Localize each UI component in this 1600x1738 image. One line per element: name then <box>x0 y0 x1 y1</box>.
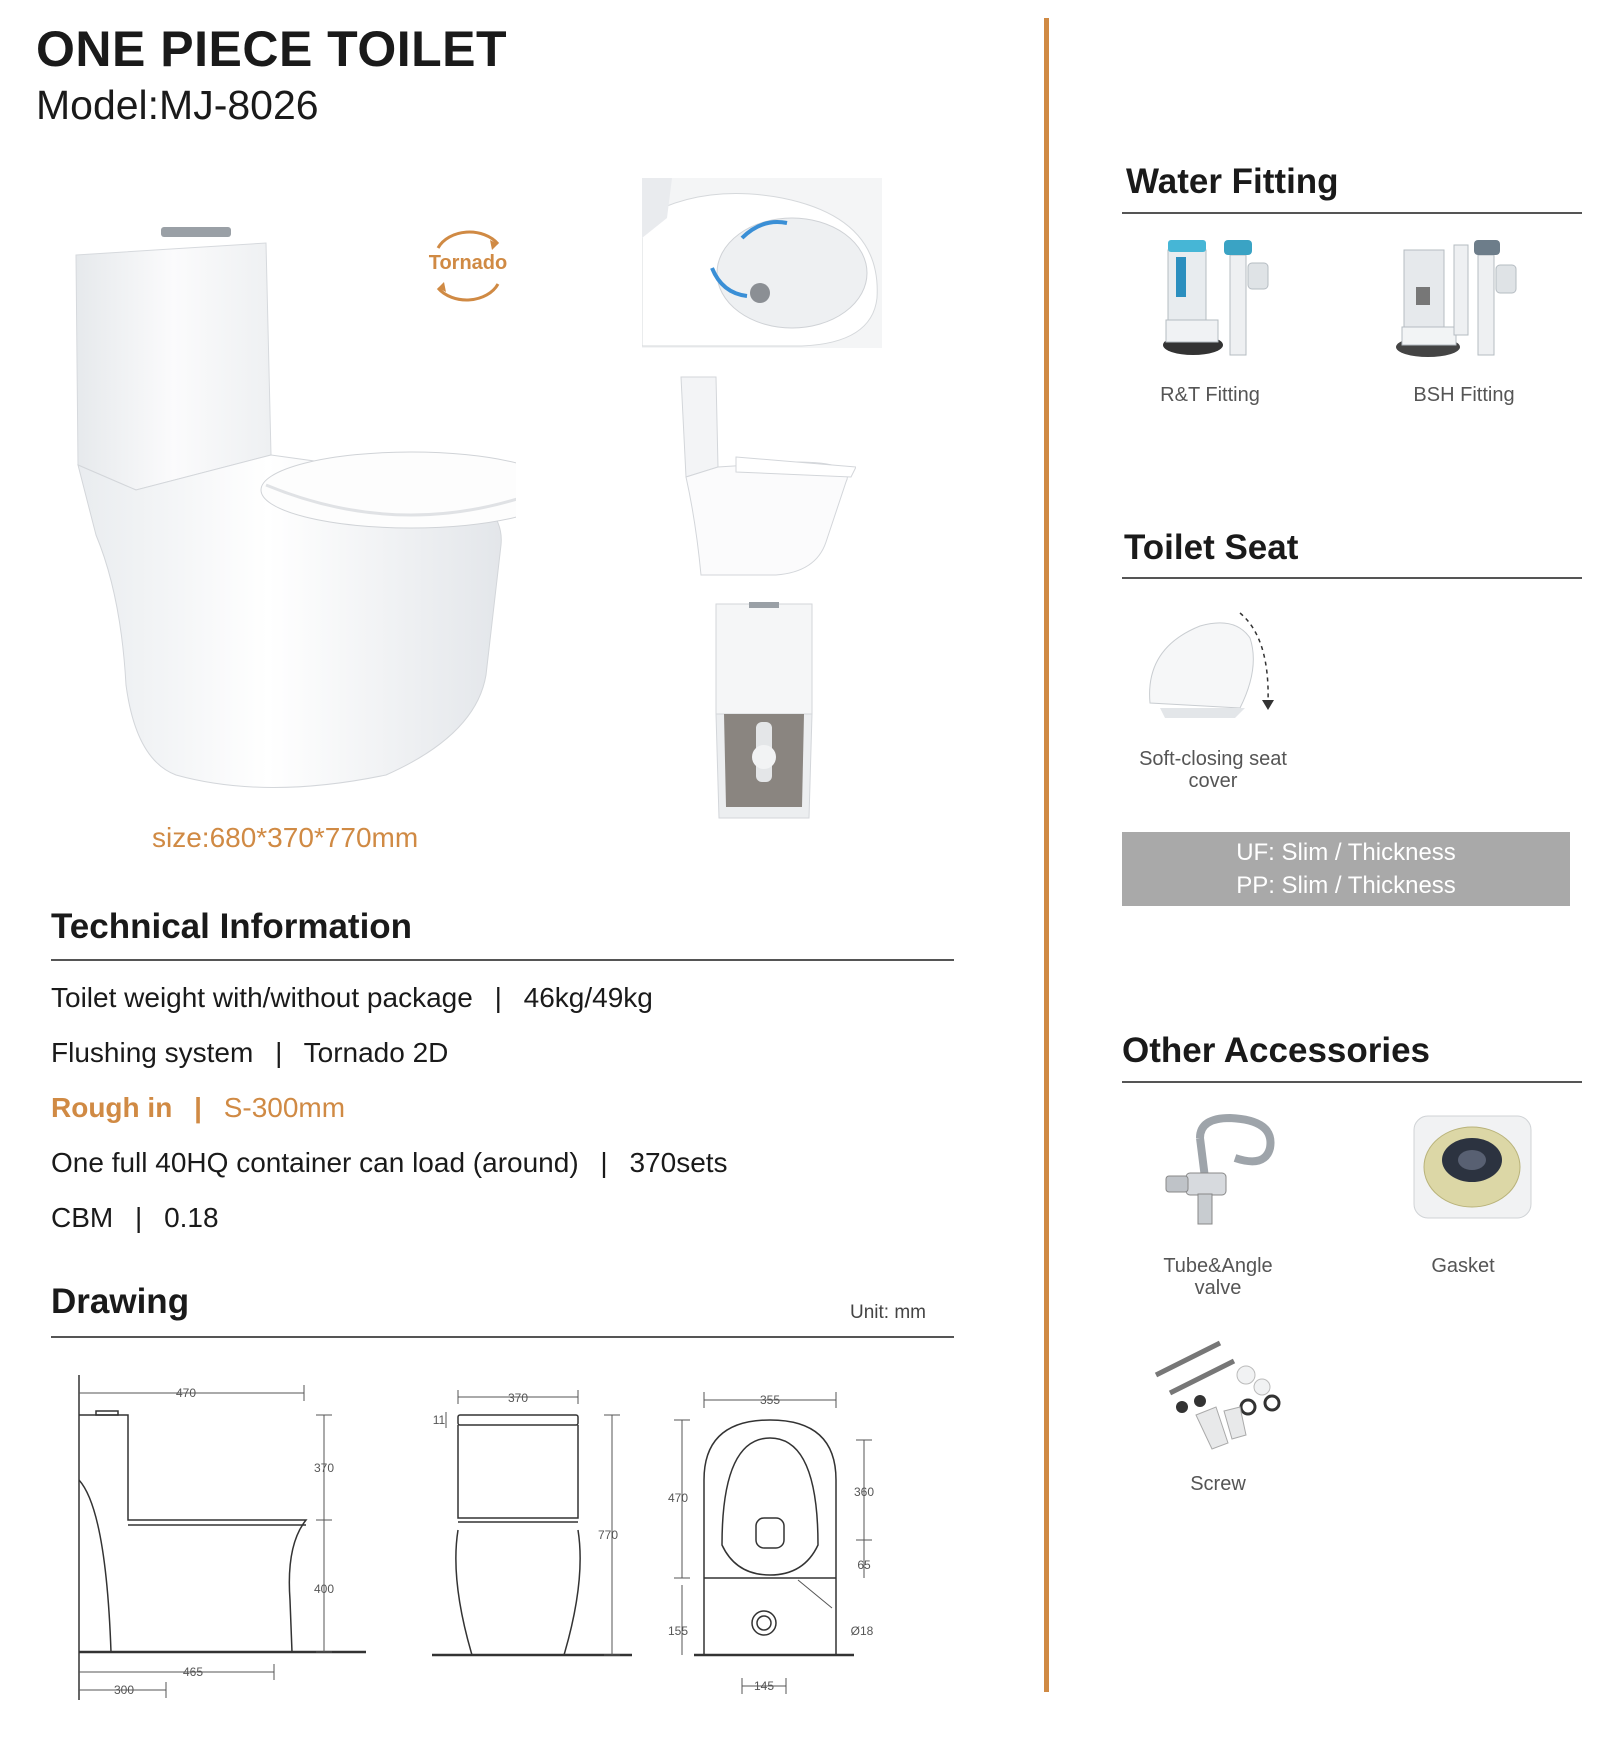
dim-label: 11 <box>432 1413 446 1427</box>
accessory-caption: Screw <box>1190 1473 1246 1495</box>
soft-close-seat-icon <box>1140 608 1290 723</box>
bsh-fitting-icon <box>1394 235 1524 365</box>
spec-row-cbm <box>51 1202 219 1234</box>
toilet-seat-rule <box>1122 577 1582 579</box>
spec-separator: | <box>194 1092 202 1123</box>
side-view-image <box>676 372 856 577</box>
spec-label: Rough in <box>51 1092 173 1123</box>
spec-row-container <box>51 1147 728 1179</box>
accessory-caption: Gasket <box>1431 1255 1495 1277</box>
dim-label: 770 <box>597 1528 619 1542</box>
water-fitting-rule <box>1122 212 1582 214</box>
seat-option: PP: Slim / Thickness <box>1236 872 1456 899</box>
technical-heading: Technical Information <box>51 907 413 946</box>
dim-label: Ø18 <box>850 1624 874 1638</box>
dim-label: 145 <box>753 1679 775 1693</box>
dim-label: 400 <box>313 1582 335 1596</box>
water-fitting-heading: Water Fitting <box>1126 162 1339 201</box>
rear-view-image <box>714 602 814 820</box>
spec-separator: | <box>275 1037 283 1068</box>
rt-fitting-icon <box>1158 235 1278 365</box>
model-number: Model:MJ-8026 <box>36 82 319 128</box>
dim-label: 155 <box>667 1624 689 1638</box>
spec-separator: | <box>600 1147 608 1178</box>
product-size: size:680*370*770mm <box>152 822 419 853</box>
dim-label: 355 <box>759 1393 781 1407</box>
spec-label: One full 40HQ container can load (around) <box>51 1147 579 1178</box>
side-elevation-drawing <box>66 1370 386 1705</box>
plan-view-drawing <box>664 1380 894 1705</box>
toilet-seat-heading: Toilet Seat <box>1124 528 1299 567</box>
dim-label: 370 <box>313 1461 335 1475</box>
dim-label: 470 <box>175 1386 197 1400</box>
water-fitting-caption: R&T Fitting <box>1160 384 1260 406</box>
spec-value: S-300mm <box>223 1092 346 1123</box>
dim-label: 470 <box>667 1491 689 1505</box>
accessory-caption: Tube&Angle valve <box>1163 1255 1273 1299</box>
technical-rule <box>51 959 954 961</box>
dim-label: 465 <box>182 1665 204 1679</box>
seat-option: UF: Slim / Thickness <box>1236 839 1456 866</box>
dim-label: 300 <box>113 1683 135 1697</box>
spec-label: CBM <box>51 1202 114 1233</box>
spec-value: 0.18 <box>164 1202 219 1233</box>
drawing-rule <box>51 1336 954 1338</box>
water-fitting-caption: BSH Fitting <box>1413 384 1515 406</box>
spec-label: Flushing system <box>51 1037 254 1068</box>
spec-row-weight <box>51 982 653 1014</box>
spec-row-rough-in <box>51 1092 345 1124</box>
seat-caption: Soft-closing seat cover <box>1139 748 1287 792</box>
accessories-rule <box>1122 1081 1582 1083</box>
drawing-heading: Drawing <box>51 1282 190 1321</box>
seat-options-box <box>1122 832 1570 906</box>
drawing-unit: Unit: mm <box>850 1302 926 1323</box>
spec-value: 370sets <box>629 1147 728 1178</box>
gasket-icon <box>1410 1112 1535 1222</box>
tube-angle-valve-icon <box>1160 1108 1290 1233</box>
spec-value: 46kg/49kg <box>523 982 653 1013</box>
spec-separator: | <box>135 1202 143 1233</box>
spec-separator: | <box>494 982 502 1013</box>
spec-value: Tornado 2D <box>303 1037 449 1068</box>
dim-label: 370 <box>507 1391 529 1405</box>
screw-icon <box>1150 1335 1290 1455</box>
dim-label: 65 <box>857 1558 871 1572</box>
page-title: ONE PIECE TOILET <box>36 21 508 77</box>
column-divider <box>1044 18 1049 1692</box>
bowl-detail-image <box>642 178 882 348</box>
tornado-badge-label: Tornado <box>428 252 508 274</box>
accessories-heading: Other Accessories <box>1122 1031 1431 1070</box>
spec-row-flushing <box>51 1037 448 1069</box>
spec-label: Toilet weight with/without package <box>51 982 473 1013</box>
front-elevation-drawing <box>432 1380 632 1675</box>
dim-label: 360 <box>853 1485 875 1499</box>
